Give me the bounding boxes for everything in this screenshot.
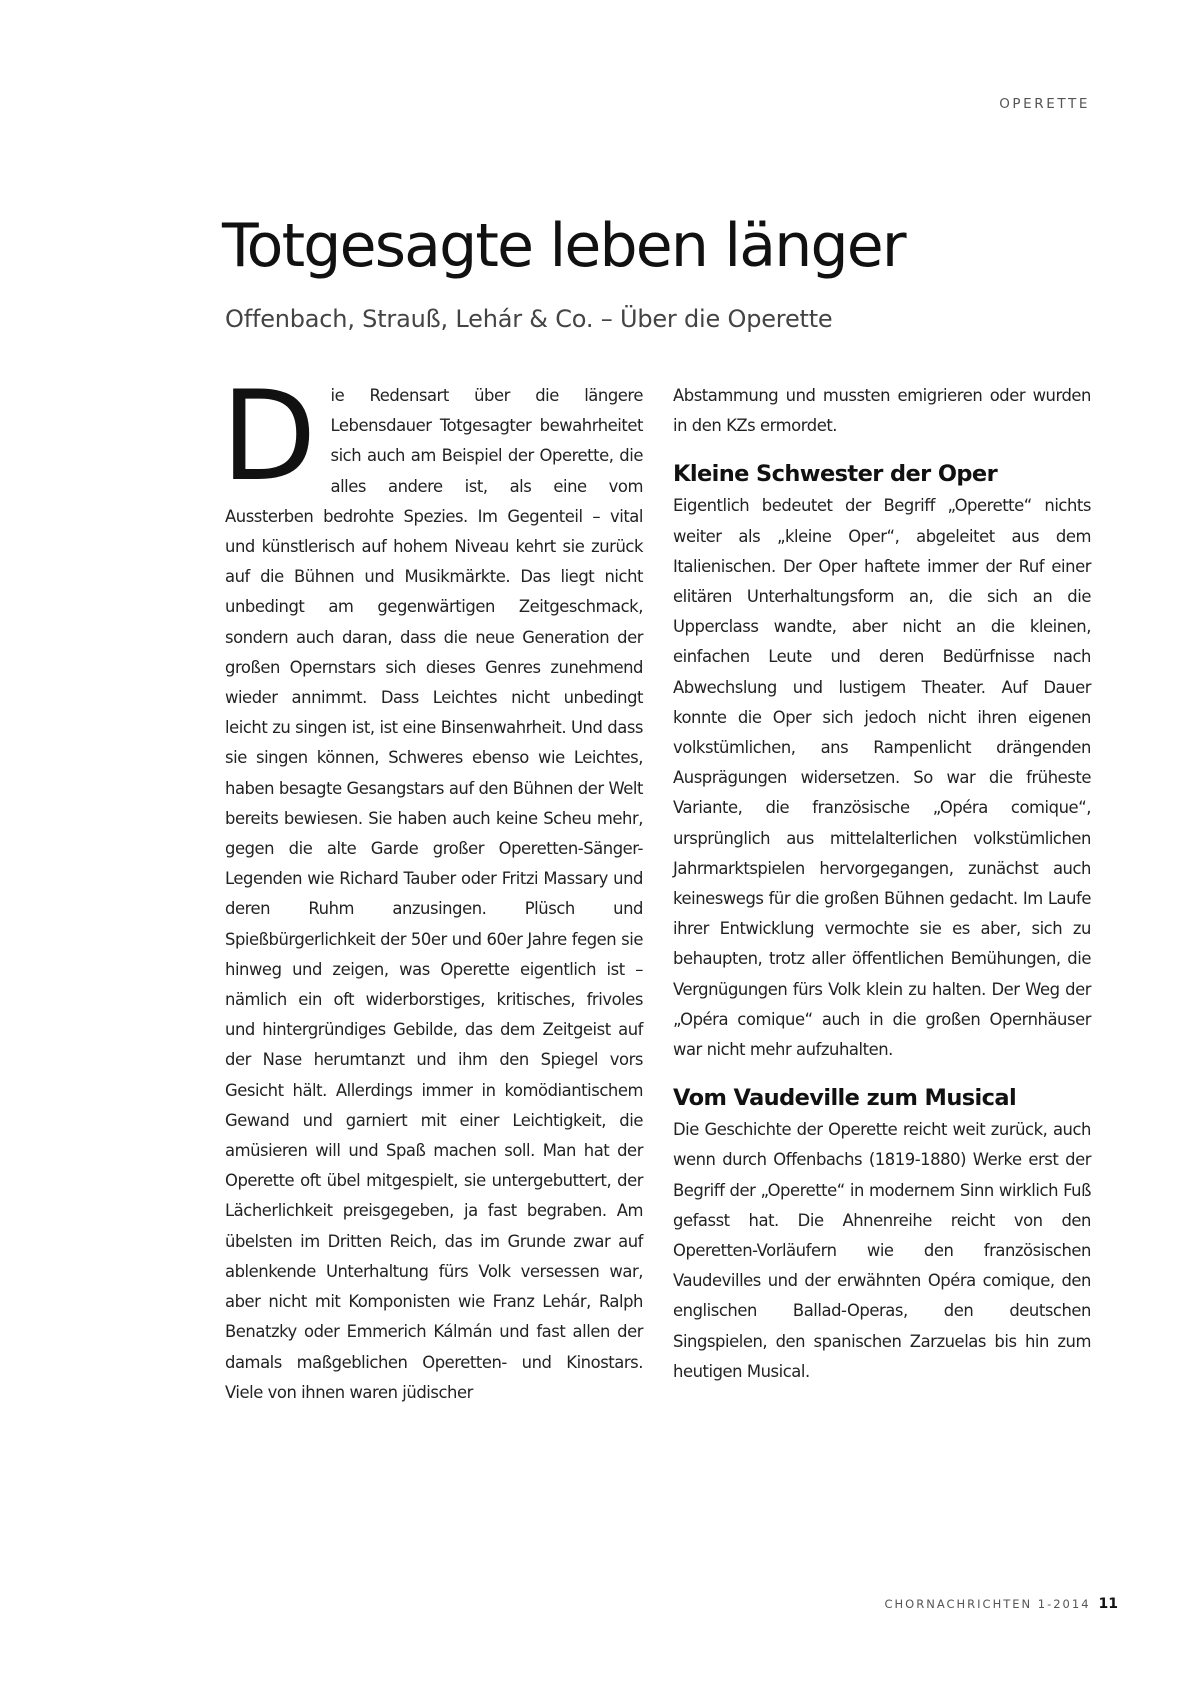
section-text-kleine-schwester: Eigentlich bedeutet der Begriff „Operette“ nichts weiter als „kleine Oper“, abgeleitet aus dem Italienischen. Der Oper haftete immer der Ruf einer elitären Unterhaltungsform an, die sich an die Upperclass wandte, aber nicht an die kleinen, einfachen Leute und deren Bedürfnisse nach Abwechslung und lustigem Theater. Auf Dauer konnte die Oper sich jedoch nicht ihren eigenen volkstümlichen, ans Rampenlicht drängenden Ausprägungen widersetzen. So war die früheste Variante, die französische „Opéra comique“, ursprünglich aus mittelalterlichen volkstümlichen Jahrmarktspielen hervorgegangen, zunächst auch keineswegs für die großen Bühnen gedacht. Im Laufe ihrer Entwicklung vermochte sie es aber, sich zu behaupten, trotz aller öffentlichen Bemühungen, die Vergnügungen fürs Volk klein zu halten. Der Weg der „Opéra comique“ auch in die großen Opernhäuser war nicht mehr aufzuhalten. — [673, 496, 1091, 1060]
continuation-paragraph: Abstammung und mussten emigrieren oder wurden in den KZs ermordet. — [673, 386, 1091, 436]
article-subtitle: Offenbach, Strauß, Lehár & Co. – Über die Operette — [225, 305, 833, 333]
right-column — [673, 381, 1091, 1387]
section-heading-kleine-schwester: Kleine Schwester der Oper — [673, 461, 998, 488]
drop-cap: D — [221, 365, 317, 509]
intro-text: ie Redensart über die längere Lebensdauer Totgesagter bewahrheitet sich auch am Beispiel der Operette, die alles andere ist, als eine vom Aussterben bedrohte Spezies. Im Gegenteil – vital und künstlerisch auf hohem Niveau kehrt sie zurück auf die Bühnen und Musikmärkte. Das liegt nicht unbedingt am gegenwärtigen Zeitgeschmack, sondern auch daran, dass die neue Generation der großen Opernstars sich dieses Genres zunehmend wieder annimmt. Dass Leichtes nicht unbedingt leicht zu singen ist, ist eine Binsenwahrheit. Und dass sie singen können, Schweres ebenso wie Leichtes, haben besagte Gesangstars auf den Bühnen der Welt bereits bewiesen. Sie haben auch keine Scheu mehr, gegen die alte Garde großer Operetten-Sänger-Legenden wie Richard Tauber oder Fritzi Massary und deren Ruhm anzusingen. Plüsch und Spießbürgerlichkeit der 50er und 60er Jahre fegen sie hinweg und zeigen, was Operette eigentlich ist – nämlich ein oft widerborstiges, kritisches, frivoles und hintergründiges Gebilde, das dem Zeitgeist auf der Nase herumtanzt und ihm den Spiegel vors Gesicht hält. Allerdings immer in komödiantischem Gewand und garniert mit einer Leichtigkeit, die amüsieren will und Spaß machen soll. Man hat der Operette oft übel mitgespielt, sie untergebuttert, der Lächerlichkeit preisgegeben, ja fast begraben. Am übelsten im Dritten Reich, das im Grunde zwar auf ablenkende Unterhaltung fürs Volk versessen war, aber nicht mit Komponisten wie Franz Lehár, Ralph Benatzky oder Emmerich Kálmán und fast allen der damals maßgeblichen Operetten- und Kinostars. Viele von ihnen waren jüdischer — [225, 386, 643, 1402]
left-column — [221, 365, 643, 1408]
intro-paragraph — [221, 365, 643, 1408]
section-heading-vaudeville: Vom Vaudeville zum Musical — [673, 1085, 1017, 1112]
article-title: Totgesagte leben länger — [222, 211, 905, 281]
page-footer — [0, 1596, 1118, 1612]
page-number: 11 — [1098, 1596, 1118, 1612]
section-text-vaudeville: Die Geschichte der Operette reicht weit zurück, auch wenn durch Offenbachs (1819-1880) Werke erst der Begriff der „Operette“ in modernem Sinn wirklich Fuß gefasst hat. Die Ahnenreihe reicht von den Operetten-Vorläufern wie den französischen Vaudevilles und der erwähnten Opéra comique, den englischen Ballad-Operas, den deutschen Singspielen, den spanischen Zarzuelas bis hin zum heutigen Musical. — [673, 1120, 1091, 1381]
publication-name: CHORNACHRICHTEN 1-2014 — [884, 1597, 1091, 1611]
section-label: OPERETTE — [999, 96, 1090, 112]
